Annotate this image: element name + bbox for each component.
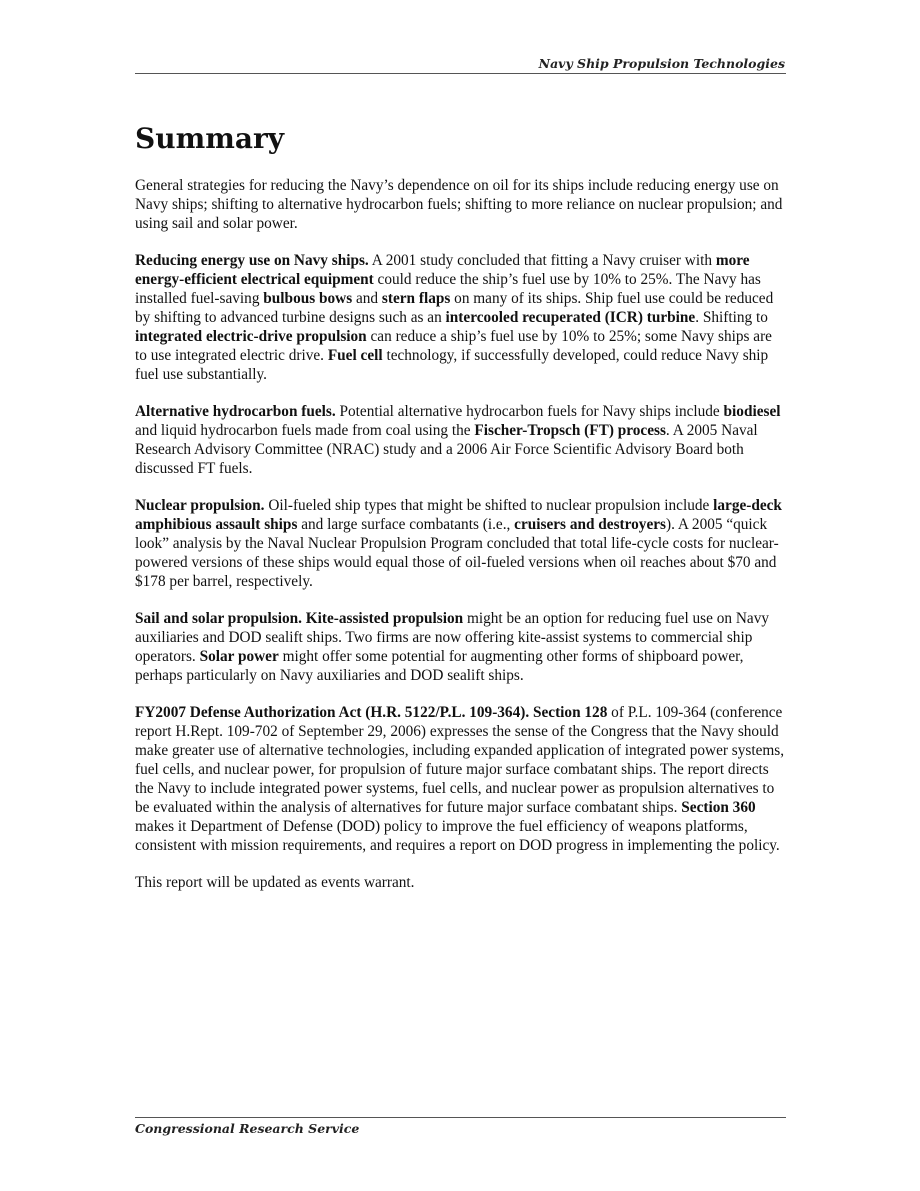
energy-text-1: A 2001 study concluded that fitting a Navy cruiser with	[368, 252, 716, 269]
energy-term-4: intercooled recuperated (ICR) turbine	[445, 309, 696, 326]
nuclear-text-2: and large surface combatants (i.e.,	[297, 516, 515, 533]
energy-term-5: integrated electric-drive propulsion	[135, 328, 367, 345]
footer-rule	[135, 1117, 786, 1118]
nuclear-text-3: ). A 2005 “quick look” analysis by the Naval Nuclear Propulsion Program concluded that total life-cycle costs for nuclear-powered versions of these ships would equal those of oil-fueled versions when oil reaches about $70 and $178 per barrel, respectively.	[135, 516, 779, 590]
hydrocarbon-paragraph	[135, 402, 787, 478]
authorization-lead: FY2007 Defense Authorization Act (H.R. 5122/P.L. 109-364).	[135, 704, 530, 721]
nuclear-text-1: Oil-fueled ship types that might be shifted to nuclear propulsion include	[264, 497, 714, 514]
nuclear-lead: Nuclear propulsion.	[135, 497, 265, 514]
header-rule	[135, 73, 786, 74]
running-header: Navy Ship Propulsion Technologies	[538, 56, 785, 71]
intro-paragraph: General strategies for reducing the Navy’s dependence on oil for its ships include reducing energy use on Navy ships; shifting to alternative hydrocarbon fuels; shifting to more reliance on nuclear propulsion; and using sail and solar power.	[135, 177, 783, 232]
energy-text-7: technology, if successfully developed, could reduce Navy ship fuel use substantially.	[135, 347, 769, 383]
energy-term-1: more energy-efficient electrical equipment	[135, 252, 750, 288]
authorization-term-2: Section 360	[681, 799, 756, 816]
authorization-text-1: of P.L. 109-364 (conference report H.Rept. 109-702 of September 29, 2006) expresses the sense of the Congress that the Navy should make greater use of alternative technologies, including expanded application of integrated power systems, fuel cells, and nuclear power, for propulsion of future major surface combatant ships. The report directs the Navy to include integrated power systems, fuel cells, and nuclear power as propulsion alternatives to be evaluated within the analysis of alternatives for future major surface combatant ships.	[135, 704, 785, 816]
sail-text-1: might be an option for reducing fuel use on Navy auxiliaries and DOD sealift ships. Two firms are now offering kite-assist systems to commercial ship operators.	[135, 610, 770, 665]
closing-paragraph: This report will be updated as events warrant.	[135, 874, 415, 891]
sail-text-2: might offer some potential for augmenting other forms of shipboard power, perhaps particularly on Navy auxiliaries and DOD sealift ships.	[135, 648, 744, 684]
sail-term-1: Kite-assisted propulsion	[305, 610, 464, 627]
authorization-text-2: makes it Department of Defense (DOD) policy to improve the fuel efficiency of weapons platforms, consistent with mission requirements, and requires a report on DOD progress in implementing the policy.	[135, 818, 780, 854]
hydrocarbon-term-1: biodiesel	[723, 403, 781, 420]
summary-body	[135, 176, 787, 910]
energy-text-2: could reduce the ship’s fuel use by 10% to 25%. The Navy has installed fuel-saving	[135, 271, 761, 307]
hydrocarbon-text-2: and liquid hydrocarbon fuels made from coal using the	[135, 422, 475, 439]
energy-text-3: and	[352, 290, 382, 307]
energy-text-5: . Shifting to	[695, 309, 768, 326]
hydrocarbon-text-3: . A 2005 Naval Research Advisory Committee (NRAC) study and a 2006 Air Force Scientific Advisory Board both discussed FT fuels.	[135, 422, 758, 477]
energy-lead: Reducing energy use on Navy ships.	[135, 252, 369, 269]
hydrocarbon-text-1: Potential alternative hydrocarbon fuels for Navy ships include	[335, 403, 724, 420]
energy-text-4: on many of its ships. Ship fuel use could be reduced by shifting to advanced turbine designs such as an	[135, 290, 774, 326]
authorization-term-1: Section 128	[532, 704, 608, 721]
sail-lead: Sail and solar propulsion.	[135, 610, 302, 627]
sail-term-2: Solar power	[199, 648, 279, 665]
running-footer: Congressional Research Service	[135, 1121, 360, 1136]
sail-paragraph	[135, 609, 787, 685]
nuclear-term-1: large-deck amphibious assault ships	[135, 497, 782, 533]
energy-term-6: Fuel cell	[327, 347, 383, 364]
hydrocarbon-term-2: Fischer-Tropsch (FT) process	[474, 422, 666, 439]
energy-paragraph	[135, 251, 787, 384]
energy-term-3: stern flaps	[381, 290, 451, 307]
nuclear-term-2: cruisers and destroyers	[514, 516, 666, 533]
hydrocarbon-lead: Alternative hydrocarbon fuels.	[135, 403, 336, 420]
energy-text-6: can reduce a ship’s fuel use by 10% to 25%; some Navy ships are to use integrated electric drive.	[135, 328, 772, 364]
page-title: Summary	[135, 122, 284, 155]
energy-term-2: bulbous bows	[263, 290, 353, 307]
nuclear-paragraph	[135, 496, 787, 591]
authorization-paragraph	[135, 703, 787, 855]
